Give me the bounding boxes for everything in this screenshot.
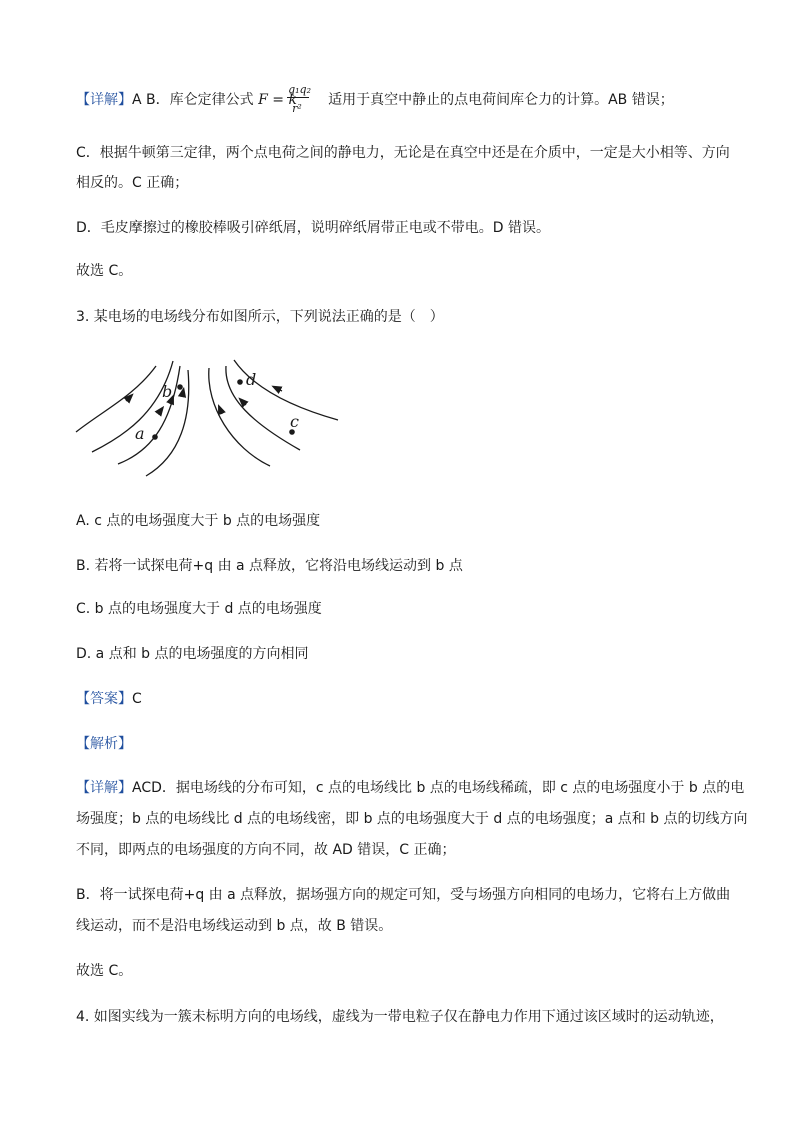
label-d: d	[246, 370, 257, 389]
formula-lhs: F = k	[258, 92, 297, 108]
electric-field-figure	[74, 358, 346, 480]
formula-denominator: r²	[292, 102, 302, 115]
fraction-bar	[287, 97, 309, 98]
coulomb-formula	[258, 80, 328, 120]
point-b-dot	[177, 384, 183, 390]
q4-stem: 4. 如图实线为一簇未标明方向的电场线，虚线为一带电粒子仅在静电力作用下通过该区域时的运动轨迹，	[76, 1009, 724, 1025]
q2-d-line: D．毛皮摩擦过的橡胶棒吸引碎纸屑，说明碎纸屑带正电或不带电。D 错误。	[76, 220, 551, 236]
formula-numerator: q₁q₂	[288, 83, 311, 96]
arrow-right-2	[242, 401, 246, 405]
q3-detail-line1	[76, 778, 744, 798]
arrow-right-3	[276, 388, 282, 391]
q2-detail-line	[76, 80, 674, 120]
q2-conclusion: 故选 C。	[76, 263, 133, 279]
q3-detail-line2: 场强度；b 点的电场线比 d 点的电场线密，即 b 点的电场强度大于 d 点的电场强度；a 点和 b 点的切线方向	[76, 811, 748, 827]
point-d-dot	[237, 379, 243, 385]
q3-option-a: A. c 点的电场强度大于 b 点的电场强度	[76, 513, 321, 529]
arrow-right-1	[220, 409, 222, 414]
q3-detail-line5: 线运动，而不是沿电场线运动到 b 点，故 B 错误。	[76, 918, 393, 934]
q3-analysis-label: 【解析】	[76, 736, 132, 752]
arrow-left-4	[182, 392, 183, 397]
q3-option-d: D. a 点和 b 点的电场强度的方向相同	[76, 646, 309, 662]
q3-option-b: B. 若将一试探电荷+q 由 a 点释放，它将沿电场线运动到 b 点	[76, 558, 463, 574]
label-a: a	[135, 424, 145, 443]
q3-stem: 3. 某电场的电场线分布如图所示，下列说法正确的是（ ）	[76, 309, 444, 325]
field-line-right-2	[226, 366, 300, 450]
field-line-right-3	[234, 360, 338, 420]
q3-answer	[76, 689, 142, 709]
field-line-left-3	[118, 366, 180, 464]
options-ab-text: A B．库仑定律公式	[132, 92, 254, 108]
q2-c-line1: C．根据牛顿第三定律，两个点电荷之间的静电力，无论是在真空中还是在介质中，一定是大小相等、方向	[76, 145, 730, 161]
q3-conclusion: 故选 C。	[76, 963, 133, 979]
answer-label: 【答案】	[76, 691, 132, 707]
answer-value: C	[132, 691, 142, 707]
q3-detail-text1: ACD．据电场线的分布可知，c 点的电场线比 b 点的电场线稀疏，即 c 点的电场强度小于 b 点的电	[132, 780, 745, 796]
arrow-left-2	[158, 410, 161, 414]
q3-detail-label: 【详解】	[76, 780, 132, 796]
field-line-left-2	[92, 361, 173, 452]
q2-c-line2: 相反的。C 正确；	[76, 175, 189, 191]
label-c: c	[290, 412, 299, 431]
arrow-left-1	[126, 397, 130, 401]
detail-label: 【详解】	[76, 92, 132, 108]
q3-detail-line3: 不同，即两点的电场强度的方向不同，故 AD 错误，C 正确；	[76, 842, 456, 858]
after-formula-text: 适用于真空中静止的点电荷间库仑力的计算。AB 错误；	[328, 92, 674, 108]
field-line-left-1	[76, 366, 156, 432]
label-b: b	[162, 382, 173, 401]
q3-option-c: C. b 点的电场强度大于 d 点的电场强度	[76, 601, 322, 617]
q3-detail-line4: B．将一试探电荷+q 由 a 点释放，据场强方向的规定可知，受与场强方向相同的电场力，它将右上方做曲	[76, 887, 731, 903]
point-a-dot	[152, 434, 158, 440]
